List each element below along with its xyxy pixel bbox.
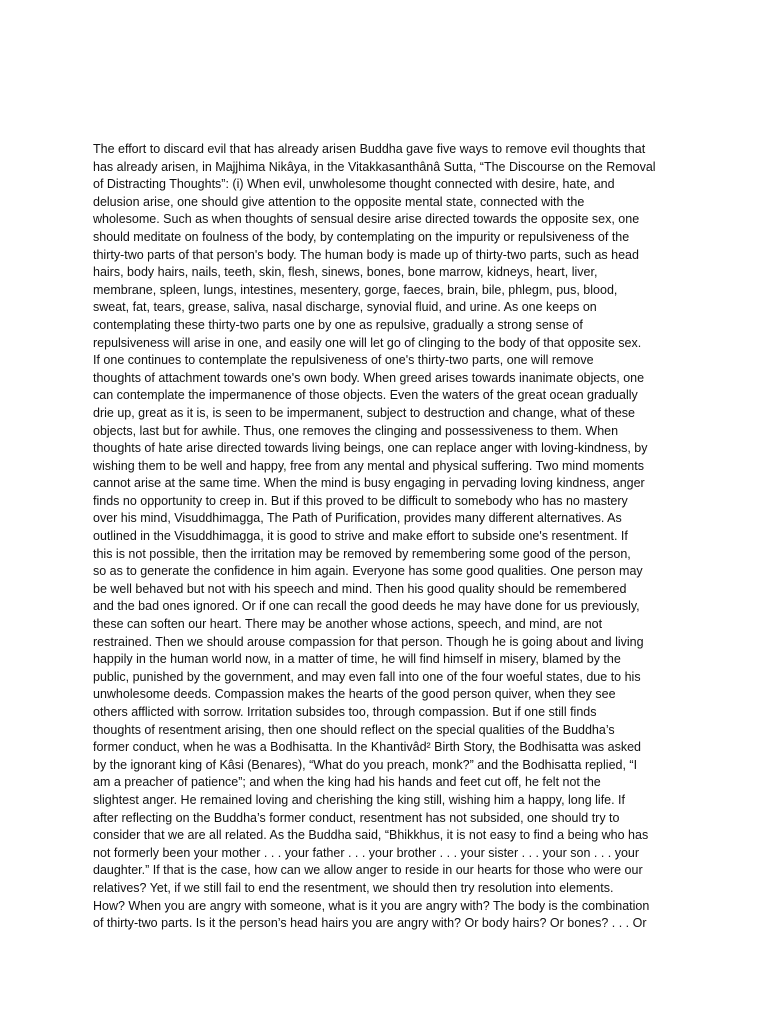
- text-line: wishing them to be well and happy, free from any mental and physical suffering. Two mind moments: [93, 458, 644, 473]
- text-line: consider that we are all related. As the Buddha said, “Bhikkhus, it is not easy to find a being who has: [93, 828, 649, 843]
- text-line: these can soften our heart. There may be another whose actions, speech, and mind, are not: [93, 617, 603, 632]
- text-line: daughter.” If that is the case, how can we allow anger to reside in our hearts for those who were our: [93, 863, 643, 878]
- text-line: am a preacher of patience”; and when the king had his hands and feet cut off, he felt not the: [93, 775, 601, 790]
- text-line: objects, last but for awhile. Thus, one removes the clinging and possessiveness to them. When: [93, 423, 619, 438]
- text-line: unwholesome deeds. Compassion makes the hearts of the good person quiver, when they see: [93, 687, 616, 702]
- text-line: over his mind, Visuddhimagga, The Path of Purification, provides many different alternatives. As: [93, 511, 622, 526]
- text-line: has already arisen, in Majjhima Nikâya, in the Vitakkasanthânâ Sutta, “The Discourse on the Removal: [93, 159, 656, 174]
- text-line: so as to generate the confidence in him again. Everyone has some good qualities. One person may: [93, 564, 643, 579]
- text-line: can contemplate the impermanence of those objects. Even the waters of the great ocean gradually: [93, 388, 638, 403]
- text-line: thoughts of attachment towards one's own body. When greed arises towards inanimate objects, one: [93, 370, 645, 385]
- text-line: and the bad ones ignored. Or if one can recall the good deeds he may have done for us previously,: [93, 599, 640, 614]
- text-line: contemplating these thirty-two parts one by one as repulsive, gradually a strong sense of: [93, 317, 583, 332]
- text-line: thoughts of hate arise directed towards living beings, one can replace anger with loving-kindness, by: [93, 441, 648, 456]
- body-paragraph: [93, 141, 683, 950]
- text-line: slightest anger. He remained loving and cherishing the king still, wishing him a happy, long life. If: [93, 792, 626, 807]
- text-line: happily in the human world now, in a matter of time, he will find himself in misery, blamed by the: [93, 652, 621, 667]
- text-line: be well behaved but not with his speech and mind. Then his good quality should be remembered: [93, 581, 627, 596]
- text-line: drie up, great as it is, is seen to be impermanent, subject to destruction and change, what of these: [93, 405, 635, 420]
- text-line: The effort to discard evil that has already arisen Buddha gave five ways to remove evil thoughts that: [93, 142, 646, 156]
- text-line: relatives? Yet, if we still fail to end the resentment, we should then try resolution into elements.: [93, 880, 614, 895]
- text-line: thoughts of resentment arising, then one should reflect on the special qualities of the Buddha’s: [93, 722, 615, 737]
- text-line: [93, 933, 683, 951]
- text-line: former conduct, when he was a Bodhisatta. In the Khantivâd² Birth Story, the Bodhisatta was asked: [93, 740, 641, 755]
- text-line: not formerly been your mother . . . your father . . . your brother . . . your sister . . . your son . . . your: [93, 845, 640, 860]
- text-line: If one continues to contemplate the repulsiveness of one's thirty-two parts, one will remove: [93, 353, 594, 368]
- text-line: after reflecting on the Buddha’s former conduct, resentment has not subsided, one should try to: [93, 810, 620, 825]
- text-line: wholesome. Such as when thoughts of sensual desire arise directed towards the opposite sex, one: [93, 212, 640, 227]
- text-line: delusion arise, one should give attention to the opposite mental state, connected with the: [93, 194, 585, 209]
- text-line: restrained. Then we should arouse compassion for that person. Though he is going about and living: [93, 634, 644, 649]
- text-line: membrane, spleen, lungs, intestines, mesentery, gorge, faeces, brain, bile, phlegm, pus, blood,: [93, 282, 618, 297]
- text-line: others afflicted with sorrow. Irritation subsides too, through compassion. But if one still finds: [93, 705, 597, 719]
- text-line: of Distracting Thoughts”: (i) When evil, unwholesome thought connected with desire, hate, and: [93, 177, 615, 192]
- text-line: thirty-two parts of that person's body. The human body is made up of thirty-two parts, such as head: [93, 247, 639, 262]
- text-line: sweat, fat, tears, grease, saliva, nasal discharge, synovial fluid, and urine. As one keeps on: [93, 300, 597, 315]
- text-line: How? When you are angry with someone, what is it you are angry with? The body is the combination: [93, 898, 650, 913]
- text-line: hairs, body hairs, nails, teeth, skin, flesh, sinews, bones, bone marrow, kidneys, heart, liver,: [93, 265, 598, 280]
- text-line: should meditate on foulness of the body, by contemplating on the impurity or repulsiveness of the: [93, 229, 630, 244]
- text-line: this is not possible, then the irritation may be removed by remembering some good of the person,: [93, 546, 631, 561]
- text-line: public, punished by the government, and may even fall into one of the four woeful states, due to his: [93, 669, 641, 684]
- text-line: of thirty-two parts. Is it the person’s head hairs you are angry with? Or body hairs? Or bones? . . . Or: [93, 916, 647, 931]
- text-line: outlined in the Visuddhimagga, it is good to strive and make effort to subside one's resentment. If: [93, 529, 628, 544]
- text-line: repulsiveness will arise in one, and easily one will let go of clinging to the body of that opposite sex.: [93, 335, 642, 350]
- text-line: finds no opportunity to creep in. But if this proved to be difficult to somebody who has no mastery: [93, 493, 628, 508]
- text-line: by the ignorant king of Kâsi (Benares), “What do you preach, monk?” and the Bodhisatta replied, “I: [93, 757, 638, 772]
- text-line: cannot arise at the same time. When the mind is busy engaging in pervading loving kindness, anger: [93, 476, 645, 491]
